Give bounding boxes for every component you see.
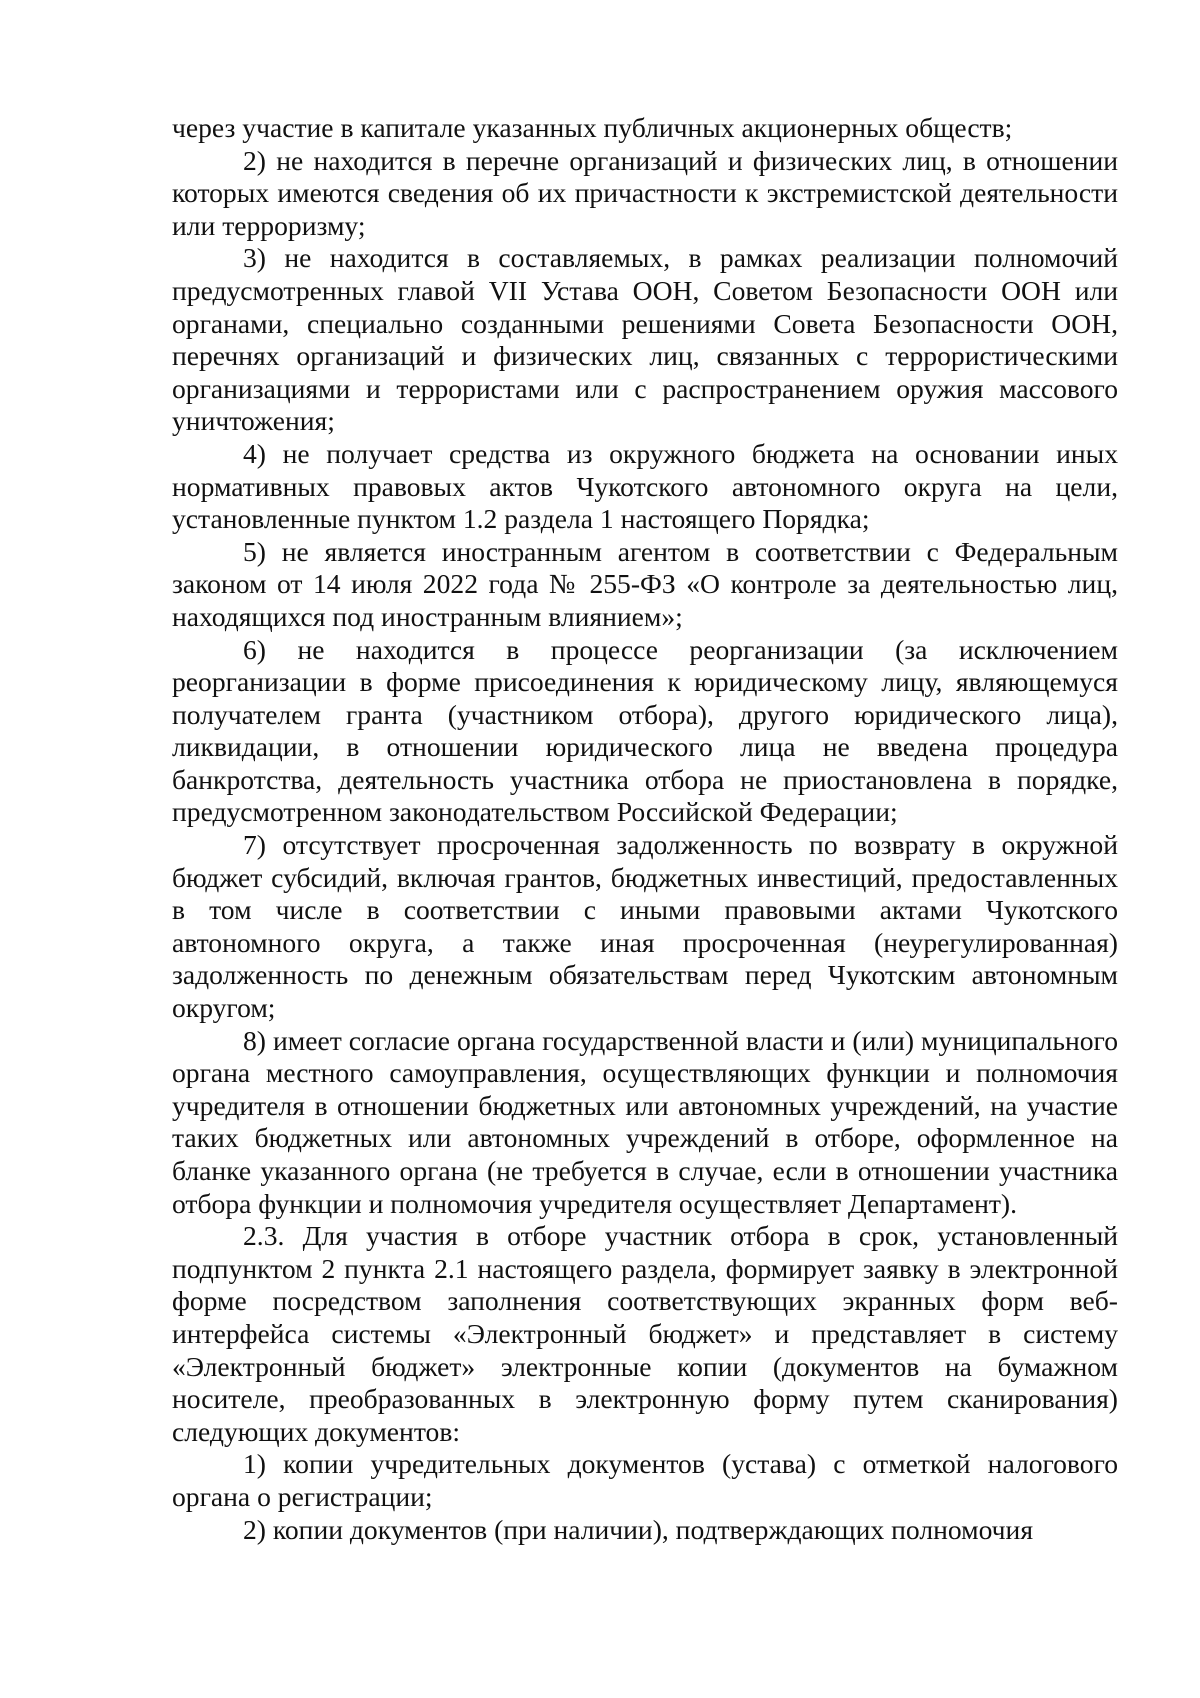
paragraph-9: 2.3. Для участия в отборе участник отбора в срок, установленный подпунктом 2 пункта 2.1 настоящего раздела, формирует заявку в электронной форме посредством заполнения соответствующих экранных форм веб-интерфейса системы «Электронный бюджет» и представляет в систему «Электронный бюджет» электронные копии (документов на бумажном носителе, преобразованных в электронную форму путем сканирования) следующих документов:	[172, 1220, 1118, 1447]
paragraph-6: 6) не находится в процессе реорганизации (за исключением реорганизации в форме присоединения к юридическому лицу, являющемуся получателем гранта (участником отбора), другого юридического лица), ликвидации, в отношении юридического лица не введена процедура банкротства, деятельность участника отбора не приостановлена в порядке, предусмотренном законодательством Российской Федерации;	[172, 633, 1118, 828]
paragraph-8: 8) имеет согласие органа государственной власти и (или) муниципального органа местного самоуправления, осуществляющих функции и полномочия учредителя в отношении бюджетных или автономных учреждений, на участие таких бюджетных или автономных учреждений в отборе, оформленное на бланке указанного органа (не требуется в случае, если в отношении участника отбора функции и полномочия учредителя осуществляет Департамент).	[172, 1024, 1118, 1219]
paragraph-11: 2) копии документов (при наличии), подтверждающих полномочия	[243, 1513, 1034, 1545]
paragraph-3: 3) не находится в составляемых, в рамках реализации полномочий предусмотренных главой VII Устава ООН, Советом Безопасности ООН или органами, специально созданными решениями Совета Безопасности ООН, перечнях организаций и физических лиц, связанных с террористическими организациями и террористами или с распространением оружия массового уничтожения;	[172, 242, 1118, 437]
paragraph-1: через участие в капитале указанных публичных акционерных обществ;	[172, 112, 1013, 143]
paragraph-7: 7) отсутствует просроченная задолженность по возврату в окружной бюджет субсидий, включая грантов, бюджетных инвестиций, предоставленных в том числе в соответствии с иными правовыми актами Чукотского автономного округа, а также иная просроченная (неурегулированная) задолженность по денежным обязательствам перед Чукотским автономным округом;	[172, 829, 1118, 1024]
paragraph-4: 4) не получает средства из окружного бюджета на основании иных нормативных правовых актов Чукотского автономного округа на цели, установленные пунктом 1.2 раздела 1 настоящего Порядка;	[172, 437, 1118, 535]
paragraph-5: 5) не является иностранным агентом в соответствии с Федеральным законом от 14 июля 2022 года № 255-ФЗ «О контроле за деятельностью лиц, находящихся под иностранным влиянием»;	[172, 535, 1118, 632]
document-page	[172, 112, 1118, 1546]
paragraph-2: 2) не находится в перечне организаций и физических лиц, в отношении которых имеются сведения об их причастности к экстремистской деятельности или терроризму;	[172, 144, 1118, 241]
paragraph-10: 1) копии учредительных документов (устава) с отметкой налогового органа о регистрации;	[172, 1448, 1118, 1512]
